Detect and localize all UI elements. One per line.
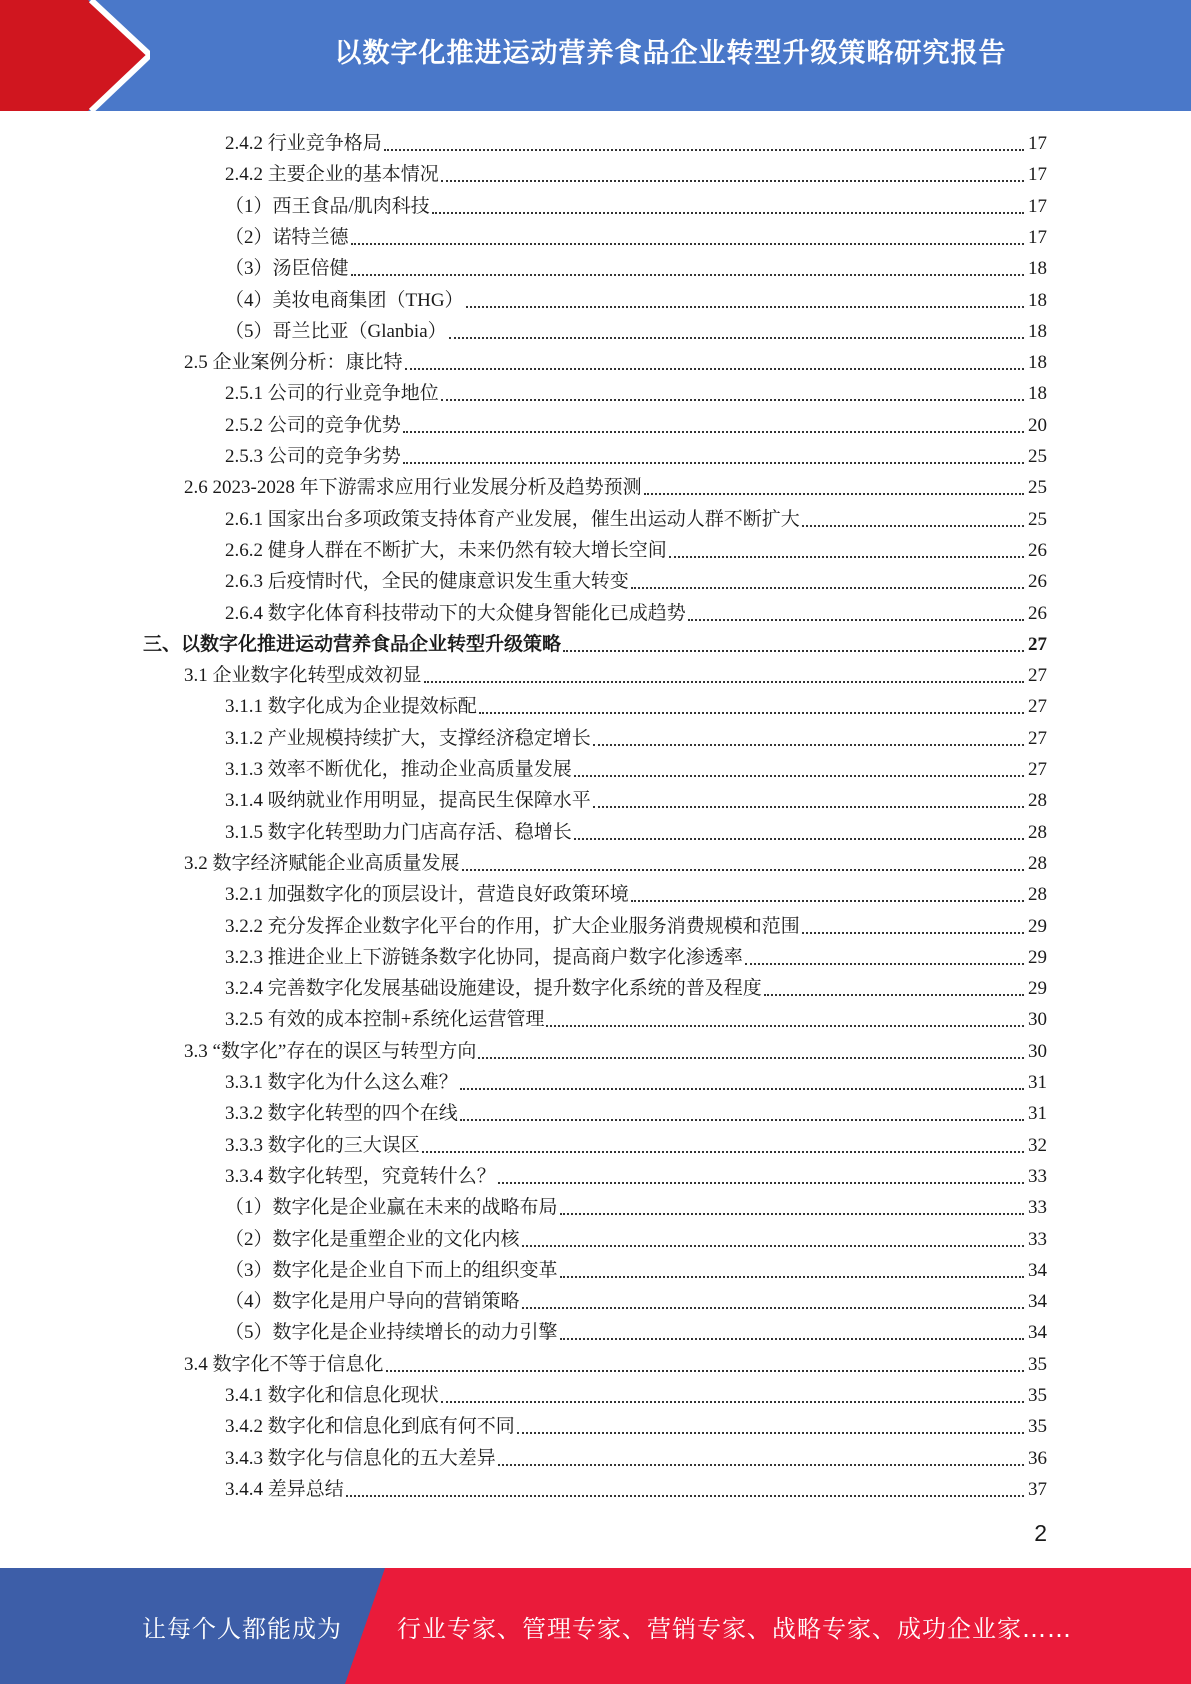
toc-dot-leader	[669, 556, 1024, 558]
footer-slogan-left: 让每个人都能成为	[142, 1614, 342, 1643]
toc-entry-title: 3.3.1 数字化为什么这么难？	[225, 1072, 458, 1093]
toc-entry-title: （5）哥兰比亚（Glanbia）	[225, 320, 447, 342]
toc-dot-leader	[631, 900, 1024, 902]
toc-entry-title: 3.3.2 数字化转型的四个在线	[225, 1103, 458, 1125]
toc-dot-leader	[460, 1088, 1024, 1090]
toc-dot-leader	[593, 744, 1024, 746]
toc-entry[interactable]	[225, 254, 1047, 284]
toc-entry[interactable]	[225, 943, 1047, 973]
toc-entry-title: （2）诺特兰德	[225, 226, 349, 248]
toc-entry[interactable]	[225, 692, 1047, 722]
toc-entry[interactable]	[225, 974, 1047, 1004]
toc-entry[interactable]	[143, 630, 1047, 660]
toc-entry-title: 3.2.4 完善数字化发展基础设施建设，提升数字化系统的普及程度	[225, 978, 762, 1000]
toc-entry[interactable]	[225, 505, 1047, 535]
toc-dot-leader	[460, 1119, 1024, 1121]
header-banner	[0, 0, 1191, 111]
toc-entry[interactable]	[225, 411, 1047, 441]
toc-entry-page: 31	[1028, 1072, 1047, 1093]
page-number: 2	[1034, 1520, 1047, 1546]
toc-entry-title: 3.1.4 吸纳就业作用明显，提高民生保障水平	[225, 790, 591, 812]
toc-entry-page: 27	[1028, 759, 1047, 780]
toc-entry-page: 31	[1028, 1103, 1047, 1125]
footer-slogan-right: 行业专家、管理专家、营销专家、战略专家、成功企业家……	[397, 1614, 1072, 1643]
toc-entry[interactable]	[225, 1318, 1047, 1348]
toc-entry-page: 17	[1028, 164, 1047, 186]
toc-entry-title: 3.2.5 有效的成本控制+系统化运营管理	[225, 1009, 545, 1031]
toc-entry[interactable]	[225, 129, 1047, 159]
document-title: 以数字化推进运动营养食品企业转型升级策略研究报告	[334, 37, 1007, 69]
toc-entry-title: 3.1 企业数字化转型成效初显	[184, 665, 422, 687]
toc-entry-page: 20	[1028, 414, 1047, 436]
toc-entry-page: 28	[1028, 852, 1047, 874]
toc-entry-title: 3.2.1 加强数字化的顶层设计，营造良好政策环境	[225, 884, 629, 906]
toc-entry-title: 2.6.3 后疫情时代，全民的健康意识发生重大转变	[225, 571, 629, 593]
toc-dot-leader	[403, 431, 1024, 433]
toc-entry-page: 28	[1028, 821, 1047, 843]
toc-dot-leader	[466, 306, 1024, 308]
toc-dot-leader	[441, 180, 1024, 182]
toc-entry[interactable]	[225, 1475, 1047, 1505]
toc-dot-leader	[449, 337, 1024, 339]
toc-entry[interactable]	[225, 755, 1047, 785]
toc-dot-leader	[432, 212, 1024, 214]
toc-entry-page: 17	[1028, 195, 1047, 217]
toc-entry[interactable]	[225, 192, 1047, 222]
toc-entry[interactable]	[225, 317, 1047, 347]
toc-entry-page: 17	[1028, 133, 1047, 154]
toc-entry-page: 17	[1028, 226, 1047, 248]
toc-dot-leader	[563, 650, 1024, 652]
toc-dot-leader	[593, 806, 1024, 808]
toc-entry-page: 18	[1028, 289, 1047, 311]
toc-entry[interactable]	[225, 880, 1047, 910]
toc-dot-leader	[644, 493, 1024, 495]
toc-dot-leader	[424, 681, 1024, 683]
toc-entry[interactable]	[225, 379, 1047, 409]
toc-entry-page: 33	[1028, 1165, 1047, 1187]
toc-dot-leader	[522, 1245, 1024, 1247]
toc-entry-page: 26	[1028, 602, 1047, 624]
toc-dot-leader	[631, 587, 1024, 589]
toc-entry[interactable]	[225, 818, 1047, 848]
toc-entry-page: 27	[1028, 727, 1047, 749]
toc-dot-leader	[522, 1307, 1024, 1309]
toc-entry[interactable]	[225, 223, 1047, 253]
toc-entry-title: 3.1.2 产业规模持续扩大，支撑经济稳定增长	[225, 727, 591, 749]
toc-entry-page: 34	[1028, 1322, 1047, 1344]
toc-entry-page: 27	[1028, 696, 1047, 718]
toc-entry[interactable]	[225, 1005, 1047, 1035]
toc-dot-leader	[574, 775, 1024, 777]
toc-entry-title: 3.4 数字化不等于信息化	[184, 1353, 384, 1375]
toc-dot-leader	[351, 274, 1024, 276]
toc-entry[interactable]	[225, 1099, 1047, 1129]
toc-entry[interactable]	[225, 1381, 1047, 1411]
toc-entry[interactable]	[225, 442, 1047, 472]
toc-entry-page: 34	[1028, 1259, 1047, 1281]
toc-dot-leader	[405, 368, 1024, 370]
toc-dot-leader	[688, 619, 1024, 621]
toc-entry[interactable]	[184, 1037, 1047, 1067]
toc-entry-page: 26	[1028, 539, 1047, 561]
toc-entry-page: 29	[1028, 978, 1047, 1000]
toc-entry[interactable]	[225, 1256, 1047, 1286]
toc-entry[interactable]	[184, 348, 1047, 378]
toc-entry-title: （3）数字化是企业自下而上的组织变革	[225, 1259, 558, 1281]
toc-dot-leader	[384, 149, 1024, 151]
toc-entry-page: 37	[1028, 1478, 1047, 1500]
toc-entry-title: （3）汤臣倍健	[225, 258, 349, 280]
toc-entry[interactable]	[225, 1193, 1047, 1223]
toc-entry-page: 18	[1028, 383, 1047, 405]
toc-entry-page: 18	[1028, 320, 1047, 342]
toc-dot-leader	[560, 1213, 1024, 1215]
toc-entry-title: 2.5.1 公司的行业竞争地位	[225, 383, 439, 405]
toc-entry[interactable]	[225, 1068, 1047, 1098]
toc-entry[interactable]	[225, 536, 1047, 566]
toc-entry-title: 3.2.2 充分发挥企业数字化平台的作用，扩大企业服务消费规模和范围	[225, 915, 800, 937]
toc-entry-title: 2.5.3 公司的竞争劣势	[225, 446, 401, 467]
toc-dot-leader	[764, 994, 1024, 996]
toc-entry-page: 26	[1028, 571, 1047, 593]
toc-entry-page: 29	[1028, 946, 1047, 968]
toc-entry-title: （4）美妆电商集团（THG）	[225, 289, 464, 311]
toc-entry[interactable]	[225, 1412, 1047, 1442]
toc-entry-page: 30	[1028, 1009, 1047, 1031]
toc-entry[interactable]	[225, 599, 1047, 629]
red-chevron-decoration	[0, 0, 150, 111]
toc-entry-title: （1）数字化是企业赢在未来的战略布局	[225, 1197, 558, 1219]
toc-entry-title: 3.3.4 数字化转型，究竟转什么？	[225, 1165, 496, 1187]
toc-entry[interactable]	[225, 1162, 1047, 1192]
toc-entry-page: 36	[1028, 1447, 1047, 1469]
toc-entry-title: 2.6.2 健身人群在不断扩大，未来仍然有较大增长空间	[225, 539, 667, 561]
toc-entry-page: 35	[1028, 1385, 1047, 1406]
toc-entry-title: 3.1.3 效率不断优化，推动企业高质量发展	[225, 759, 572, 780]
toc-entry-page: 29	[1028, 915, 1047, 937]
toc-entry-page: 33	[1028, 1228, 1047, 1250]
toc-dot-leader	[351, 243, 1024, 245]
toc-dot-leader	[346, 1495, 1024, 1497]
toc-entry-title: 2.6 2023-2028 年下游需求应用行业发展分析及趋势预测	[184, 477, 642, 499]
toc-entry-title: 3.4.2 数字化和信息化到底有何不同	[225, 1416, 515, 1438]
toc-dot-leader	[802, 932, 1024, 934]
toc-dot-leader	[462, 869, 1024, 871]
toc-dot-leader	[560, 1338, 1024, 1340]
toc-dot-leader	[478, 1057, 1024, 1059]
toc-entry[interactable]	[225, 1225, 1047, 1255]
toc-entry-page: 27	[1028, 633, 1047, 655]
toc-dot-leader	[441, 1401, 1024, 1403]
toc-entry[interactable]	[225, 1444, 1047, 1474]
toc-dot-leader	[574, 838, 1024, 840]
toc-entry-page: 25	[1028, 446, 1047, 467]
toc-entry-title: 2.4.2 行业竞争格局	[225, 133, 382, 154]
toc-dot-leader	[441, 399, 1024, 401]
toc-entry-page: 35	[1028, 1416, 1047, 1438]
toc-entry-title: （4）数字化是用户导向的营销策略	[225, 1291, 520, 1313]
toc-entry-title: （5）数字化是企业持续增长的动力引擎	[225, 1322, 558, 1344]
toc-entry-title: 2.6.1 国家出台多项政策支持体育产业发展，催生出运动人群不断扩大	[225, 508, 800, 530]
toc-entry-page: 18	[1028, 352, 1047, 374]
toc-entry-title: 3.3.3 数字化的三大误区	[225, 1134, 420, 1156]
toc-entry-page: 28	[1028, 884, 1047, 906]
toc-entry[interactable]	[184, 661, 1047, 691]
toc-entry-page: 30	[1028, 1040, 1047, 1062]
toc-entry-title: 2.5 企业案例分析：康比特	[184, 352, 403, 374]
toc-dot-leader	[546, 1025, 1024, 1027]
toc-dot-leader	[498, 1464, 1024, 1466]
toc-entry[interactable]	[225, 567, 1047, 597]
toc-dot-leader	[802, 525, 1024, 527]
toc-entry-title: 三、以数字化推进运动营养食品企业转型升级策略	[143, 633, 562, 655]
toc-entry[interactable]	[225, 912, 1047, 942]
footer-banner	[0, 1568, 1191, 1684]
toc-dot-leader	[422, 1151, 1024, 1153]
toc-entry-title: 3.2.3 推进企业上下游链条数字化协同，提高商户数字化渗透率	[225, 946, 743, 968]
toc-dot-leader	[745, 963, 1024, 965]
toc-entry-page: 25	[1028, 508, 1047, 530]
toc-entry-page: 25	[1028, 477, 1047, 499]
toc-entry-title: 3.4.4 差异总结	[225, 1478, 344, 1500]
toc-entry[interactable]	[225, 160, 1047, 190]
toc-entry[interactable]	[184, 473, 1047, 503]
toc-dot-leader	[403, 462, 1024, 464]
toc-entry-title: 3.3 “数字化”存在的误区与转型方向	[184, 1040, 477, 1062]
toc-entry[interactable]	[225, 724, 1047, 754]
toc-entry[interactable]	[225, 786, 1047, 816]
toc-entry-title: 3.4.1 数字化和信息化现状	[225, 1385, 439, 1406]
toc-dot-leader	[498, 1182, 1024, 1184]
toc-entry-page: 27	[1028, 665, 1047, 687]
toc-entry-page: 32	[1028, 1134, 1047, 1156]
toc-entry-title: （2）数字化是重塑企业的文化内核	[225, 1228, 520, 1250]
toc-entry-title: （1）西王食品/肌肉科技	[225, 195, 430, 217]
toc-entry-title: 2.5.2 公司的竞争优势	[225, 414, 401, 436]
toc-entry-title: 2.6.4 数字化体育科技带动下的大众健身智能化已成趋势	[225, 602, 686, 624]
toc-dot-leader	[386, 1370, 1024, 1372]
toc-entry-page: 33	[1028, 1197, 1047, 1219]
toc-entry-page: 34	[1028, 1291, 1047, 1313]
toc-entry[interactable]	[184, 849, 1047, 879]
toc-entry-title: 3.1.5 数字化转型助力门店高存活、稳增长	[225, 821, 572, 843]
toc-entry-title: 3.2 数字经济赋能企业高质量发展	[184, 852, 460, 874]
toc-entry-page: 28	[1028, 790, 1047, 812]
toc-entry[interactable]	[225, 286, 1047, 316]
toc-entry-title: 2.4.2 主要企业的基本情况	[225, 164, 439, 186]
toc-dot-leader	[479, 712, 1024, 714]
toc-dot-leader	[517, 1432, 1024, 1434]
toc-entry-page: 18	[1028, 258, 1047, 280]
toc-dot-leader	[560, 1276, 1024, 1278]
toc-entry-page: 35	[1028, 1353, 1047, 1375]
toc-entry-title: 3.1.1 数字化成为企业提效标配	[225, 696, 477, 718]
toc-entry[interactable]	[225, 1287, 1047, 1317]
toc-entry-title: 3.4.3 数字化与信息化的五大差异	[225, 1447, 496, 1469]
toc-entry[interactable]	[225, 1131, 1047, 1161]
toc-entry[interactable]	[184, 1350, 1047, 1380]
